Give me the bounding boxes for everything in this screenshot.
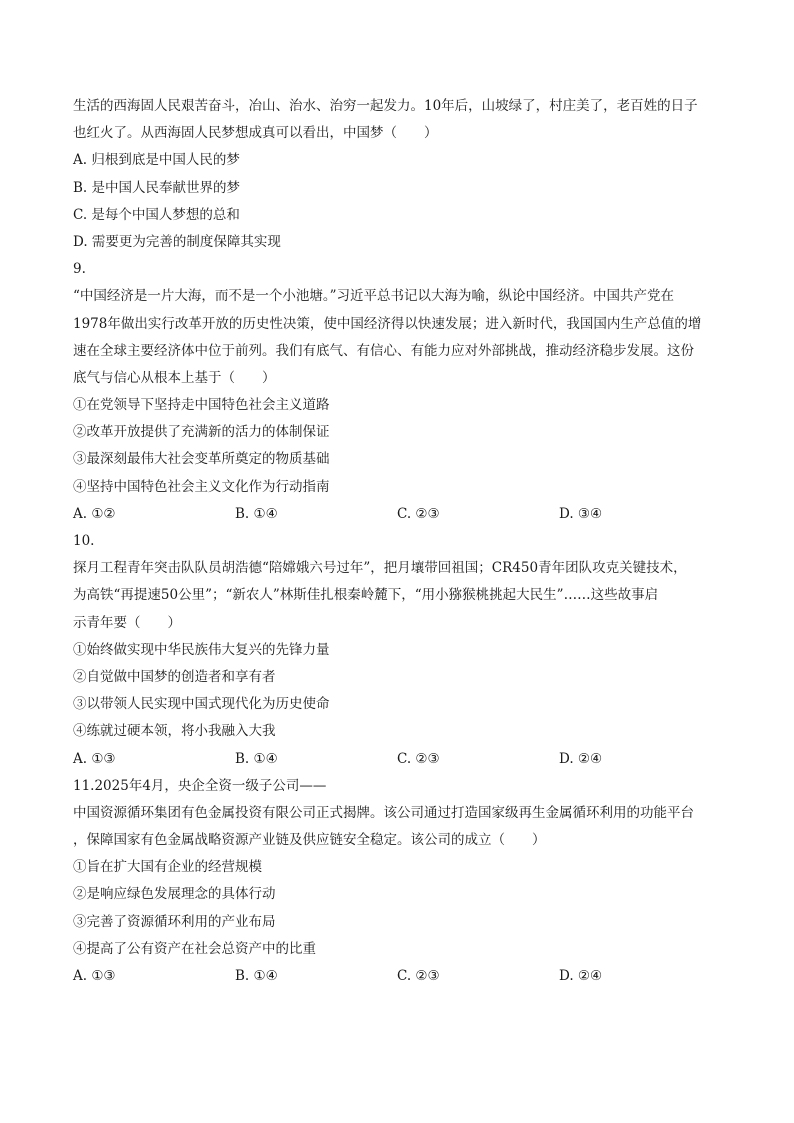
q10-stem-line-2: 为高铁“再提速50公里”；“新农人”林斯佳扎根秦岭麓下，“用小猕猴桃挑起大民生”……这些故事启 [73, 587, 659, 604]
q10-statement-1: ①始终做实现中华民族伟大复兴的先锋力量 [73, 641, 330, 658]
q9-option-a: A. ①② [73, 505, 116, 522]
q11-option-d: D. ②④ [559, 968, 603, 984]
q9-stem-line-4: 底气与信心从根本上基于（ ） [73, 369, 276, 386]
q9-statement-3: ③最深刻最伟大社会变革所奠定的物质基础 [73, 451, 330, 468]
q9-statement-4: ④坚持中国特色社会主义文化作为行动指南 [73, 478, 330, 495]
q11-stem-line-1: 11.2025年4月，央企全资一级子公司—— [73, 777, 327, 794]
q8-choice-b: B. 是中国人民奉献世界的梦 [73, 179, 241, 196]
q8-choice-d: D. 需要更为完善的制度保障其实现 [73, 233, 281, 250]
q9-stem-line-3: 速在全球主要经济体中位于前列。我们有底气、有信心、有能力应对外部挑战，推动经济稳步发展。这份 [73, 342, 694, 359]
q9-option-d: D. ③④ [559, 505, 603, 522]
q8-stem-line-1: 生活的西海固人民艰苦奋斗，冶山、治水、治穷一起发力。10年后，山坡绿了，村庄美了，老百姓的日子 [73, 98, 698, 114]
q10-statement-3: ③以带领人民实现中国式现代化为历史使命 [73, 696, 330, 713]
q10-options [73, 746, 723, 773]
q11-statement-4: ④提高了公有资产在社会总资产中的比重 [73, 940, 316, 957]
q10-stem-line-1: 探月工程青年突击队队员胡浩德“陪嫦娥六号过年”，把月壤带回祖国；CR450青年团队攻克关键技术， [73, 560, 687, 577]
q10-stem-line-3: 示青年要（ ） [73, 614, 181, 631]
q9-option-b: B. ①④ [235, 505, 278, 522]
q8-stem-line-2: 也红火了。从西海固人民梦想成真可以看出，中国梦（ ） [73, 125, 438, 142]
q11-option-c: C. ②③ [397, 968, 440, 984]
q9-statement-2: ②改革开放提供了充满新的活力的体制保证 [73, 424, 330, 441]
q9-statement-1: ①在党领导下坚持走中国特色社会主义道路 [73, 397, 330, 414]
q8-choice-c: C. 是每个中国人梦想的总和 [73, 206, 240, 223]
q11-option-a: A. ①③ [73, 968, 116, 984]
q9-stem-line-2: 1978年做出实行改革开放的历史性决策，使中国经济得以快速发展；进入新时代，我国国内生产总值的增 [73, 315, 702, 332]
q9-option-c: C. ②③ [397, 505, 440, 522]
q10-number: 10. [73, 533, 95, 549]
q10-option-a: A. ①③ [73, 750, 116, 767]
q11-stem-line-3: ，保障国家有色金属战略资源产业链及供应链安全稳定。该公司的成立（ ） [73, 832, 546, 849]
q10-option-d: D. ②④ [559, 750, 603, 767]
q10-statement-2: ②自觉做中国梦的创造者和享有者 [73, 668, 276, 685]
q10-statement-4: ④练就过硬本领，将小我融入大我 [73, 723, 276, 740]
q11-statement-2: ②是响应绿色发展理念的具体行动 [73, 886, 276, 903]
q9-number: 9. [73, 261, 86, 278]
q10-option-b: B. ①④ [235, 750, 278, 767]
q8-choice-a: A. 归根到底是中国人民的梦 [73, 152, 240, 169]
q9-stem-line-1: “中国经济是一片大海，而不是一个小池塘。”习近平总书记以大海为喻，纵论中国经济。中国共产党在 [73, 288, 675, 305]
q11-option-b: B. ①④ [235, 968, 278, 984]
question-content [73, 93, 723, 990]
q11-statement-1: ①旨在扩大国有企业的经营规模 [73, 859, 262, 876]
q10-option-c: C. ②③ [397, 750, 440, 767]
q11-stem-line-2: 中国资源循环集团有色金属投资有限公司正式揭牌。该公司通过打造国家级再生金属循环利用的功能平台 [73, 804, 694, 821]
q9-options [73, 501, 723, 528]
q11-statement-3: ③完善了资源循环利用的产业布局 [73, 913, 276, 930]
q11-options [73, 963, 723, 990]
